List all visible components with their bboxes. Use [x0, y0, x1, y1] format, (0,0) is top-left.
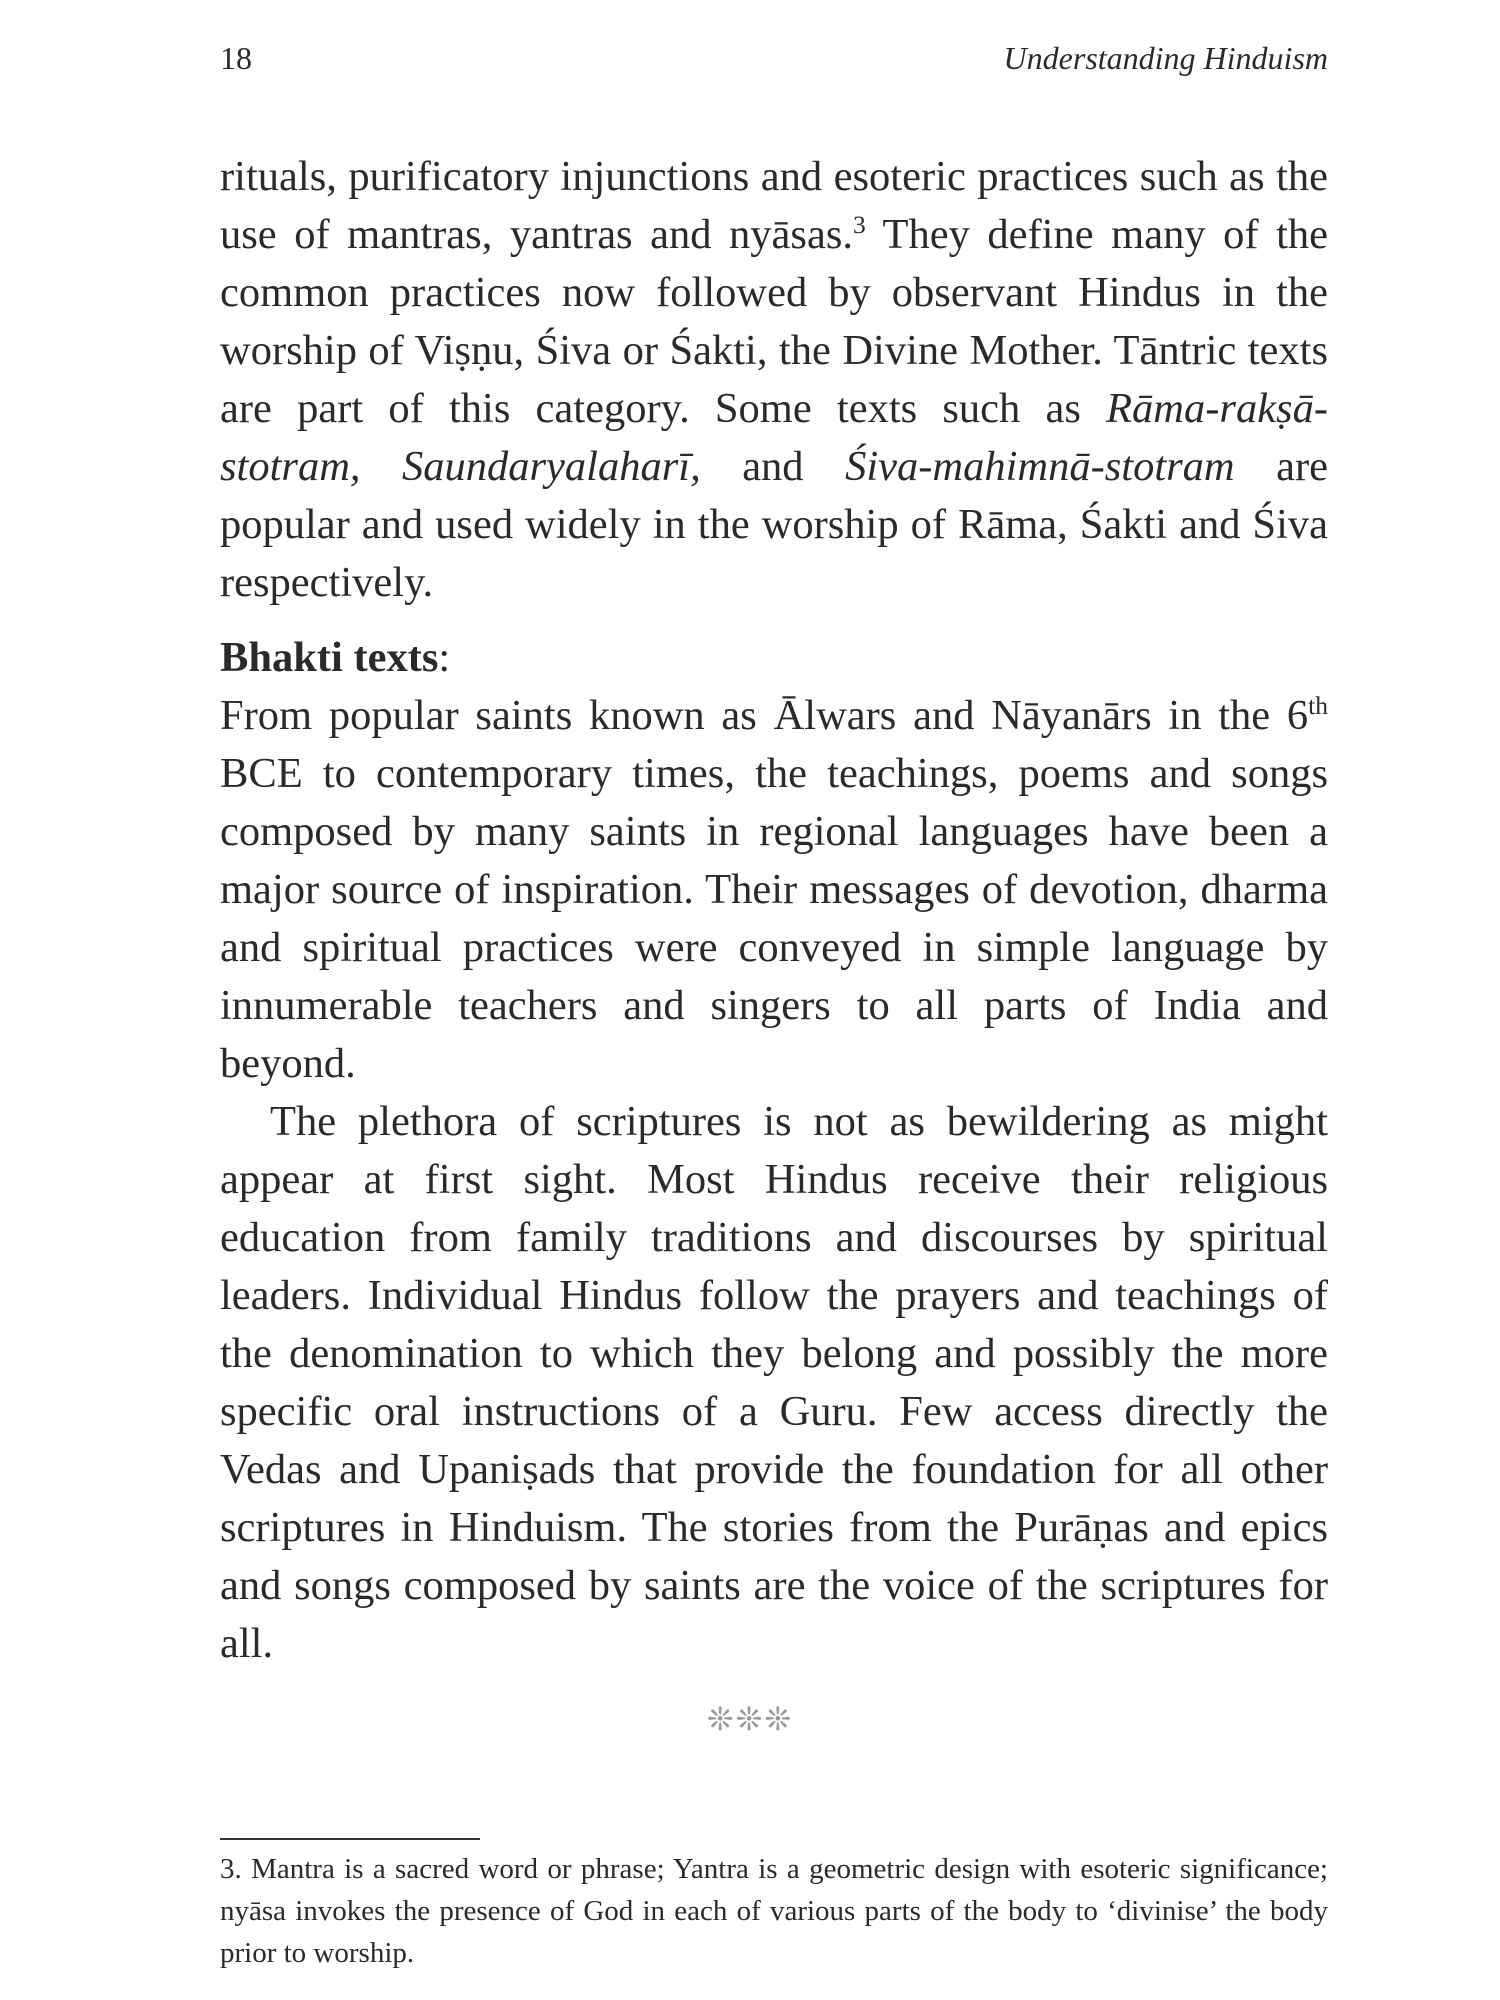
ordinal-superscript: th: [1308, 690, 1328, 720]
text-title-saundaryalahari: Saundaryalaharī,: [402, 443, 701, 490]
running-title: Understanding Hinduism: [1003, 40, 1328, 76]
text-segment: are popular and used widely in the worship of Rāma, Śakti and Śiva respectively.: [220, 443, 1328, 606]
page-number: 18: [220, 40, 252, 76]
text-segment: [361, 443, 403, 490]
paragraph-bhakti-texts: [220, 687, 1328, 1093]
text-segment: rituals, purificatory injunctions and esoteric practices such as the use of mantras, yantras and nyāsas.: [220, 153, 1328, 258]
footnote: [220, 1848, 1328, 1974]
footnote-reference: 3: [853, 209, 866, 239]
text-segment: They define many of the common practices now followed by observant Hindus in the worship of Viṣṇu, Śiva or Śakti, the Divine Mother. Tāntric texts are part of this category. Some texts such as: [220, 211, 1328, 432]
paragraph-tantric-texts: [220, 148, 1328, 612]
paragraph-plethora: The plethora of scriptures is not as bewildering as might appear at first sight. Most Hindus receive their religious education from family traditions and discourses by spiritual leaders. Individual Hindus follow the prayers and teachings of the denomination to which they belong and possibly the more specific oral instructions of a Guru. Few access directly the Vedas and Upaniṣads that provide the foundation for all other scriptures in Hinduism. The stories from the Purāṇas and epics and songs composed by saints are the voice of the scriptures for all.: [220, 1098, 1328, 1667]
section-heading-colon: :: [438, 634, 451, 681]
section-heading-text: Bhakti texts: [220, 634, 439, 681]
text-segment: and: [700, 443, 846, 490]
page-header: [220, 40, 1328, 90]
text-segment: From popular saints known as Ālwars and Nāyanārs in the 6: [220, 692, 1309, 739]
text-title-siva-mahimna: Śiva-mahimnā-stotram: [845, 443, 1235, 490]
text-segment: BCE to contemporary times, the teachings, poems and songs composed by many saints in regional languages have been a major source of inspiration. Their messages of devotion, dharma and spiritual practices were conveyed in simple language by innumerable teachers and singers to all parts of India and beyond.: [220, 750, 1328, 1087]
section-heading: [220, 629, 1328, 687]
body-text: [220, 148, 1328, 1673]
footnote-text: 3. Mantra is a sacred word or phrase; Yantra is a geometric design with esoteric significance; nyāsa invokes the presence of God in each of various parts of the body to ‘divinise’ the body prior to worship.: [220, 1853, 1328, 1969]
text-title-rama-raksa: Rāma-rakṣā-stotram,: [220, 385, 1328, 490]
footnote-divider: [220, 1838, 480, 1840]
section-end-ornament: ❊❊❊: [706, 1700, 794, 1738]
